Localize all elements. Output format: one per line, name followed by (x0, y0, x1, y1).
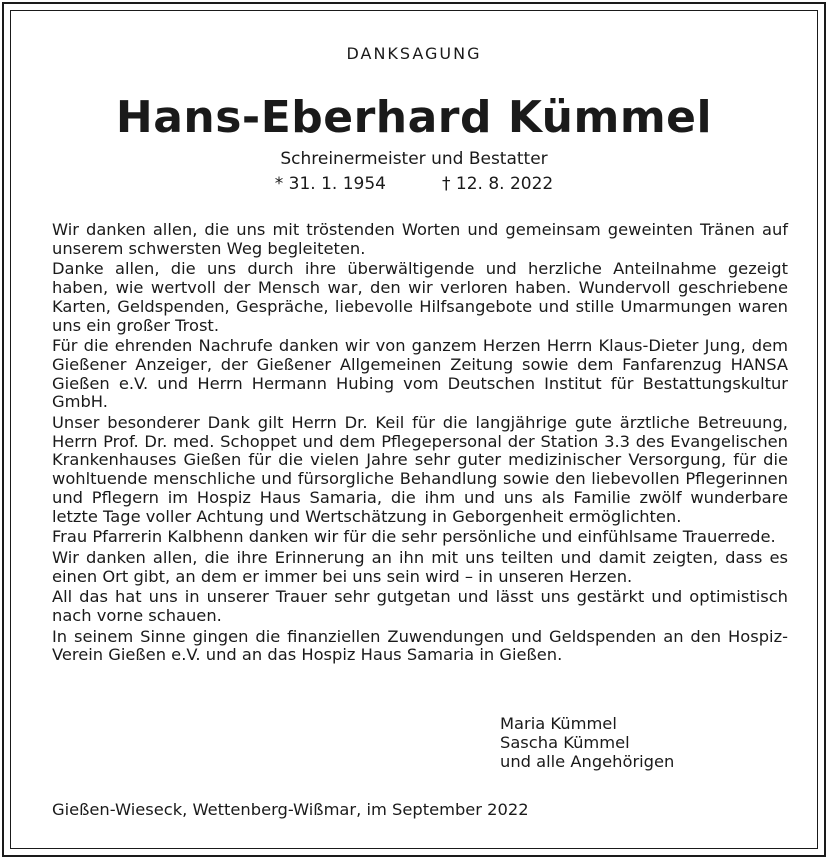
signer: Sascha Kümmel (500, 733, 630, 752)
heading: DANKSAGUNG (346, 44, 482, 63)
paragraph: Für die ehrenden Nachrufe danken wir von ganzem Herzen Herrn Klaus-Dieter Jung, dem Gießener Anzeiger, der Gießener Allgemeinen Zeitung sowie dem Fanfarenzug HANSA Gießen e.V. und Herrn Hermann Hubing vom Deutschen Institut für Bestattungskultur GmbH. (52, 336, 788, 412)
paragraph: Danke allen, die uns durch ihre überwältigende und herzliche Anteilnahme gezeigt haben, wie wertvoll der Mensch war, den wir verloren haben. Wundervoll geschriebene Karten, Geldspenden, Gespräche, liebevolle Hilfsangebote und stille Umarmungen waren uns ein großer Trost. (52, 259, 788, 335)
obituary-frame (2, 2, 826, 857)
signer: und alle Angehörigen (500, 752, 675, 771)
place-date: Gießen-Wieseck, Wettenberg-Wißmar, im September 2022 (52, 800, 529, 819)
life-dates (4, 174, 824, 194)
signer: Maria Kümmel (500, 714, 617, 733)
paragraph: Unser besonderer Dank gilt Herrn Dr. Keil für die langjährige gute ärztliche Betreuung, Herrn Prof. Dr. med. Schoppet und dem Pflegepersonal der Station 3.3 des Evangelischen Krankenhauses Gießen für die vielen Jahre sehr guter medizinischer Versorgung, für die wohltuende menschliche und fürsorgliche Behandlung sowie den liebevollen Pflegerinnen und Pflegern im Hospiz Haus Samaria, die ihm und uns als Familie zwölf wunderbare letzte Tage voller Achtung und Wertschätzung in Geborgenheit ermöglichten. (52, 413, 788, 526)
birth-date: * 31. 1. 1954 (274, 174, 386, 194)
signers (500, 714, 674, 771)
paragraph: Frau Pfarrerin Kalbhenn danken wir für die sehr persönliche und einfühlsame Trauerrede. (52, 527, 776, 547)
paragraph: All das hat uns in unserer Trauer sehr gutgetan und lässt uns gestärkt und optimistisch nach vorne schauen. (52, 587, 788, 626)
profession: Schreinermeister und Bestatter (280, 149, 548, 169)
paragraph: In seinem Sinne gingen die finanziellen Zuwendungen und Geldspenden an den Hospiz-Verein Gießen e.V. und an das Hospiz Haus Samaria in Gießen. (52, 626, 788, 665)
deceased-name: Hans-Eberhard Kümmel (115, 92, 713, 143)
death-date: † 12. 8. 2022 (442, 174, 554, 194)
paragraph: Wir danken allen, die ihre Erinnerung an ihn mit uns teilten und damit zeigten, dass es einen Ort gibt, an dem er immer bei uns sein wird – in unseren Herzen. (52, 547, 788, 586)
paragraph: Wir danken allen, die uns mit tröstenden Worten und gemeinsam geweinten Tränen auf unserem schwersten Weg begleiteten. (52, 220, 788, 258)
thanks-body (52, 221, 788, 667)
